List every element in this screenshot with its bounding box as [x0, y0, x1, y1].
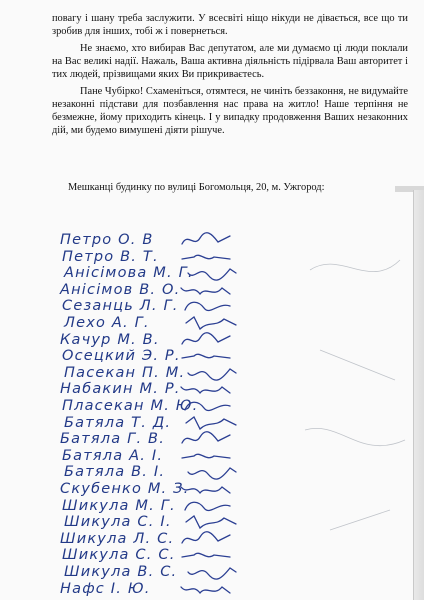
signatory-name: Лехо А. Г.	[64, 315, 150, 331]
signature-stroke	[181, 487, 230, 493]
signature-stroke	[181, 587, 230, 593]
signatory-name: Скубенко М. З.	[60, 481, 190, 497]
signature-stroke	[188, 269, 236, 280]
handwritten-signature	[178, 579, 236, 599]
paragraph-1: повагу і шану треба заслужити. У всесвіті ніщо нікуди не дівається, все що ти зробив для інших, тобі ж і повернеться.	[52, 13, 408, 37]
paragraph-2: Не знаємо, хто вибирав Вас депутатом, але ми думаємо ці люди поклали на Вас великі надії. Нажаль, Ваша активна діяльність підірвала Ваш авторитет і тих людей, прізвищами яких Ви прикриваєтесь.	[52, 43, 408, 80]
signatory-name: Батяла А. І.	[62, 447, 164, 464]
signature-stroke	[185, 402, 230, 410]
signature-stroke	[186, 417, 236, 429]
signature-stroke	[181, 288, 230, 294]
paragraph-3: Пане Чубірко! Схаменіться, отямтеся, не чиніть беззаконня, не видумайте незаконні підстави для позбавлення нас права на житло! Наше терпіння не безмежне, йому приходить кінець. І у випадку продовження Ваших незаконних дій, ми будемо вимушені діяти рішуче.	[52, 86, 408, 136]
signature-stroke	[188, 568, 236, 579]
signatory-name: Батяла В. І.	[64, 464, 166, 481]
signature-stroke	[181, 387, 230, 393]
signatory-name: Осецкий Э. Р.	[62, 348, 181, 365]
signature-stroke	[185, 303, 230, 311]
signature-stroke	[185, 502, 230, 510]
letter-body	[52, 12, 408, 141]
signatory-name: Качур М. В.	[60, 331, 160, 348]
signature-stroke	[182, 354, 230, 358]
signatory-row	[60, 581, 400, 599]
residents-line: Мешканці будинку по вулиці Богомольця, 20, м. Ужгород:	[68, 182, 325, 193]
signature-stroke	[182, 332, 230, 343]
signature-stroke	[182, 532, 230, 543]
signatory-name: Анісімова М. Г.	[64, 265, 194, 282]
signature-stroke	[188, 468, 236, 479]
signatory-name: Батяла Г. В.	[60, 431, 166, 448]
signature-stroke	[182, 554, 230, 558]
signatory-name: Сезанць Л. Г.	[62, 298, 179, 315]
signature-list	[60, 232, 410, 600]
signatory-name: Шикула М. Г.	[62, 497, 176, 514]
signature-stroke	[182, 233, 230, 244]
signatory-name: Пасекан П. М.	[64, 364, 186, 381]
signatory-name: Набакин М. Р.	[60, 381, 181, 398]
signatory-name: Шикула Л. С.	[60, 530, 175, 547]
signatory-name: Шикула В. С.	[64, 564, 178, 580]
signatory-name: Шикула С. І.	[64, 514, 172, 531]
page-fold-shadow	[413, 190, 424, 600]
signature-stroke	[182, 432, 230, 443]
signature-stroke	[188, 369, 236, 380]
signatory-name: Петро В. Т.	[62, 248, 159, 265]
signatory-name: Анісімов В. О.	[60, 281, 181, 298]
signatory-name: Нафс І. Ю.	[60, 580, 151, 597]
signature-stroke	[182, 255, 230, 259]
signatory-name: Пласекан М. Ю.	[62, 398, 199, 414]
signature-stroke	[186, 317, 236, 329]
signatory-name: Петро О. В	[60, 232, 154, 248]
signature-stroke	[182, 454, 230, 458]
signatory-name: Шикула С. С.	[62, 547, 176, 564]
signature-stroke	[186, 516, 236, 528]
signatory-name: Батяла Т. Д.	[64, 414, 172, 431]
